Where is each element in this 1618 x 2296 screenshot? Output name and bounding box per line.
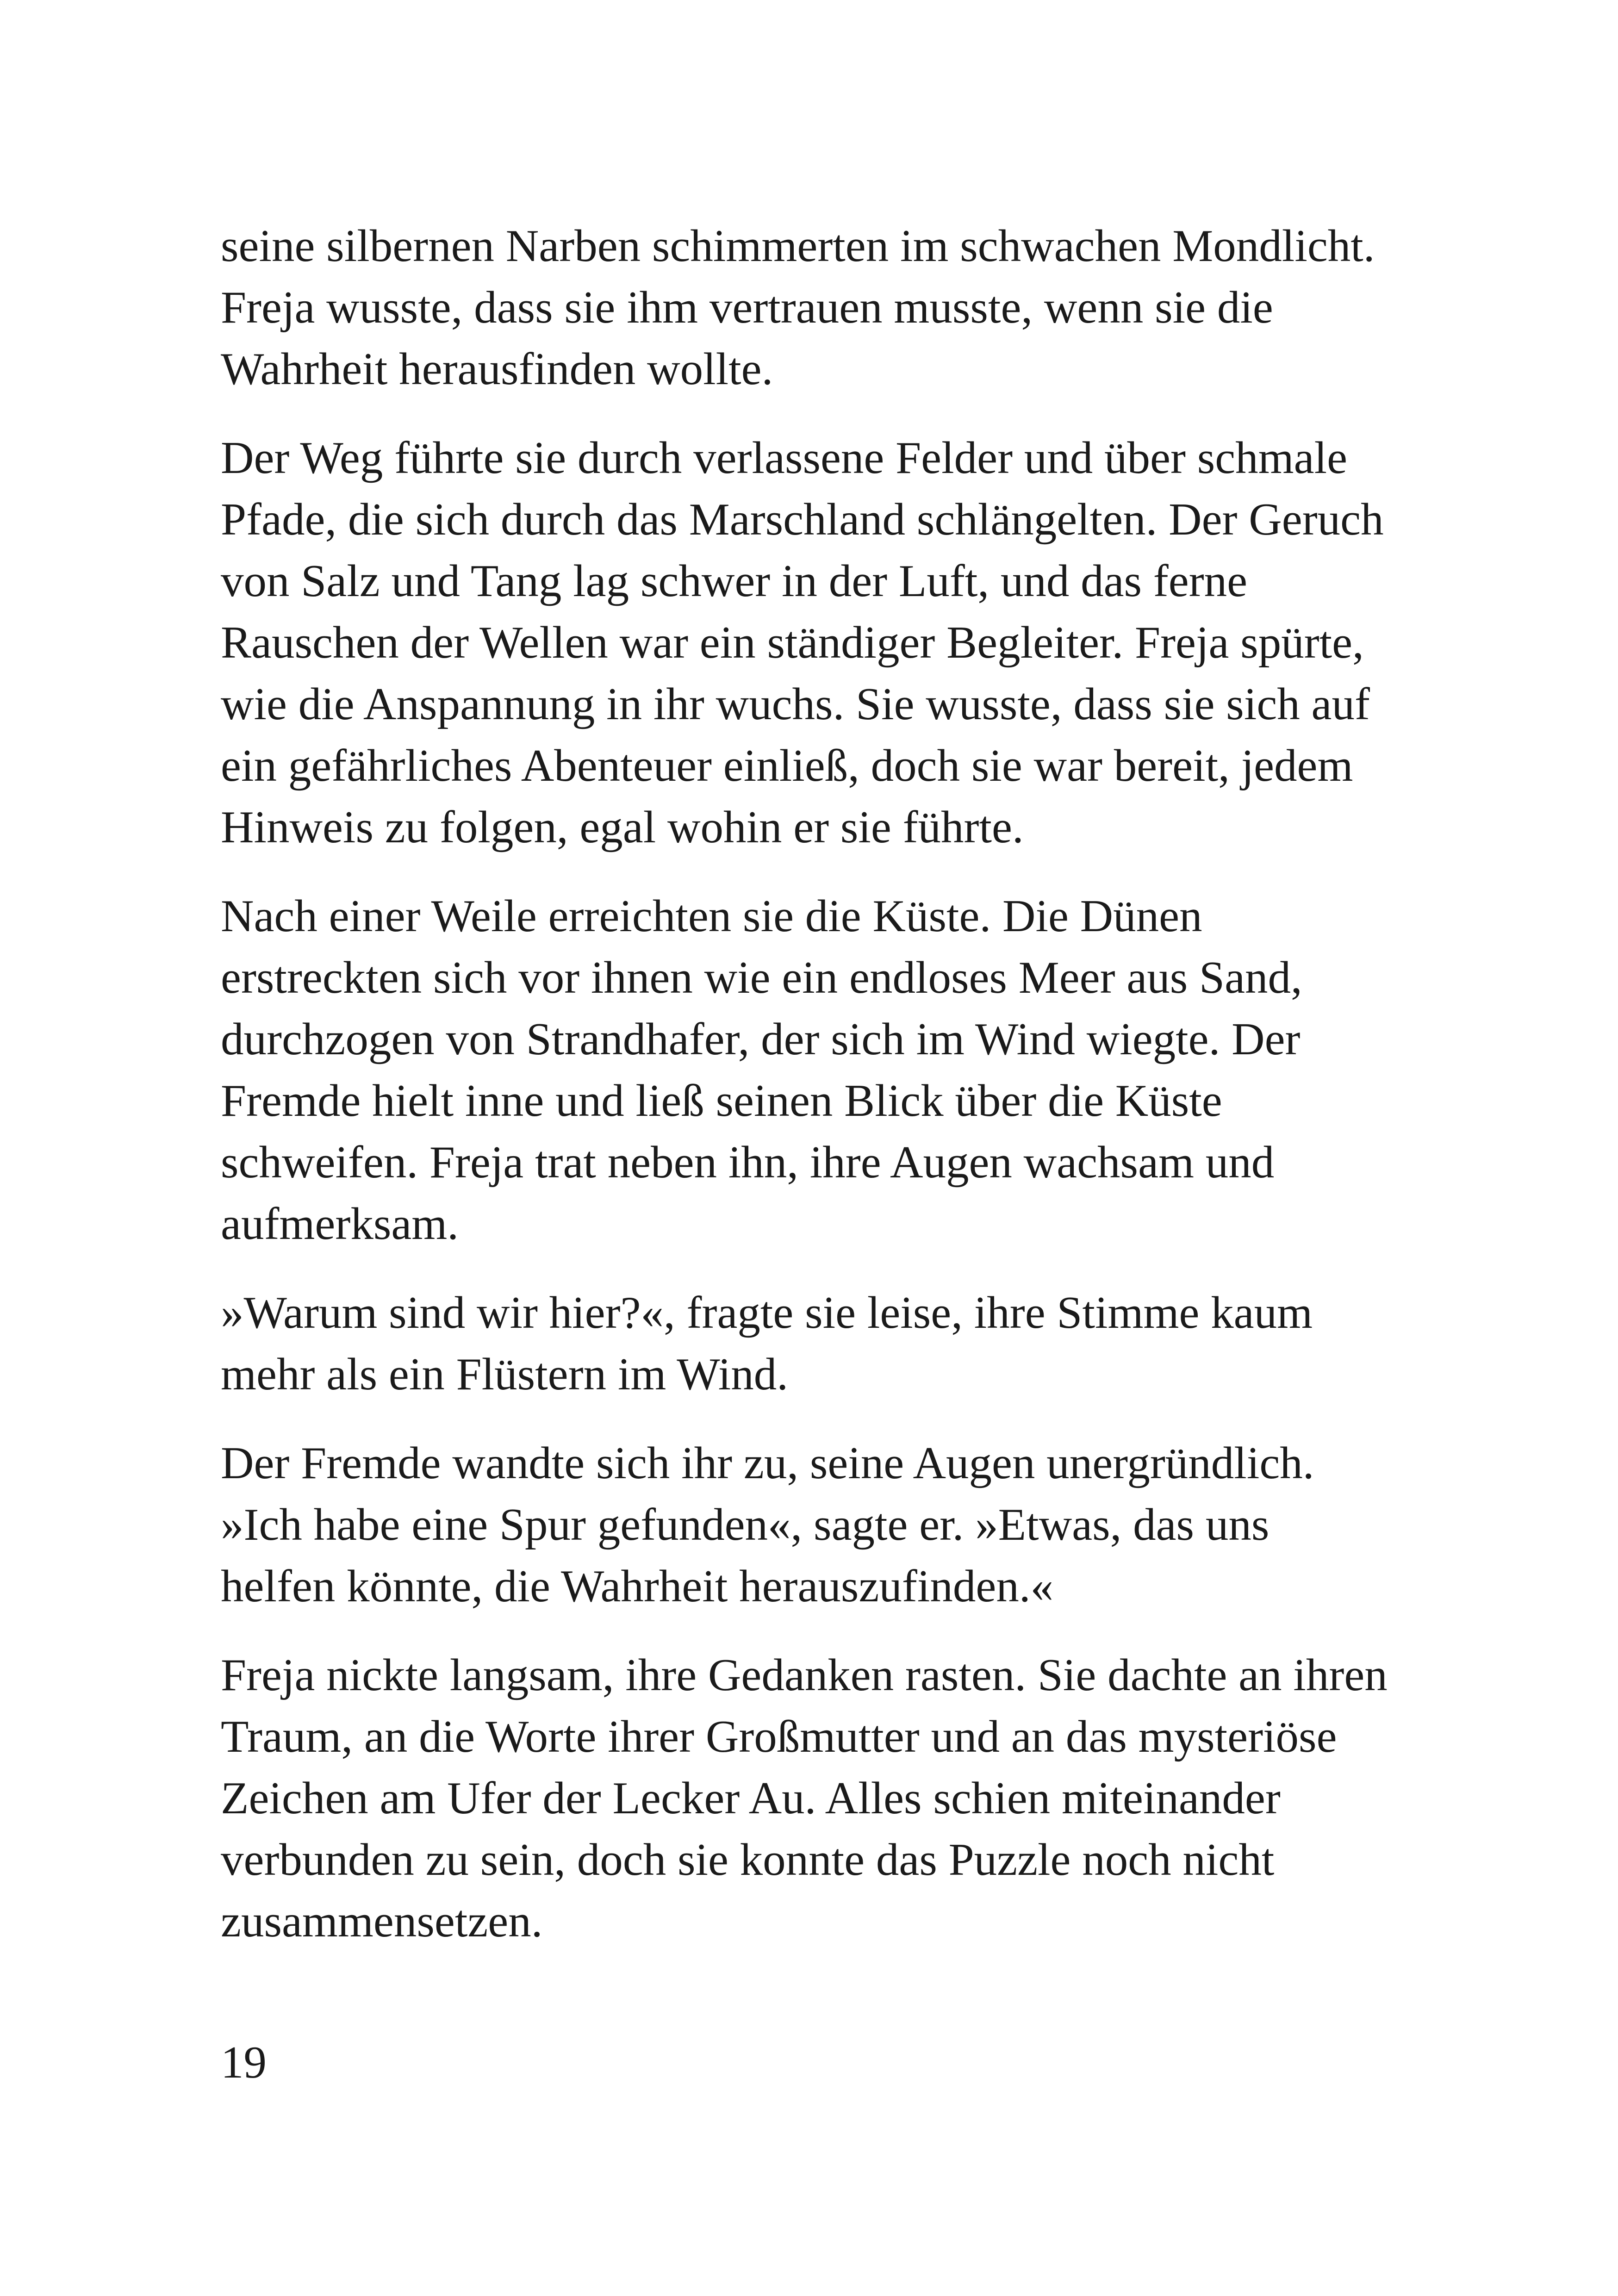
text-line: Hinweis zu folgen, egal wohin er sie führte. — [221, 802, 1024, 852]
text-line: von Salz und Tang lag schwer in der Luft, und das ferne — [221, 556, 1248, 606]
text-line: Rauschen der Wellen war ein ständiger Begleiter. Freja spürte, — [221, 617, 1364, 668]
paragraph — [221, 427, 1433, 858]
text-line: Nach einer Weile erreichten sie die Küste. Die Dünen — [221, 891, 1202, 941]
paragraph — [221, 885, 1433, 1255]
text-line: Pfade, die sich durch das Marschland schlängelten. Der Geruch — [221, 494, 1384, 545]
paragraph — [221, 215, 1433, 400]
text-line: »Warum sind wir hier?«, fragte sie leise, ihre Stimme kaum — [221, 1288, 1313, 1338]
text-line: zusammensetzen. — [221, 1896, 543, 1947]
text-line: Traum, an die Worte ihrer Großmutter und an das mysteriöse — [221, 1711, 1337, 1762]
paragraph — [221, 1432, 1433, 1617]
paragraph — [221, 1282, 1433, 1405]
text-line: helfen könnte, die Wahrheit herauszufinden.« — [221, 1561, 1054, 1612]
text-line: ein gefährliches Abenteuer einließ, doch sie war bereit, jedem — [221, 740, 1353, 791]
text-line: »Ich habe eine Spur gefunden«, sagte er. »Etwas, das uns — [221, 1500, 1270, 1550]
text-line: aufmerksam. — [221, 1199, 459, 1249]
text-line: Der Fremde wandte sich ihr zu, seine Augen unergründlich. — [221, 1438, 1314, 1488]
text-line: erstreckten sich vor ihnen wie ein endloses Meer aus Sand, — [221, 952, 1302, 1003]
text-line: Der Weg führte sie durch verlassene Felder und über schmale — [221, 433, 1348, 483]
paragraph — [221, 1644, 1433, 1952]
text-line: seine silbernen Narben schimmerten im schwachen Mondlicht. — [221, 221, 1375, 271]
body-text — [221, 215, 1433, 1979]
page-number: 19 — [221, 2037, 267, 2088]
text-line: verbunden zu sein, doch sie konnte das Puzzle noch nicht — [221, 1835, 1275, 1885]
text-line: Zeichen am Ufer der Lecker Au. Alles schien miteinander — [221, 1773, 1281, 1823]
text-line: schweifen. Freja trat neben ihn, ihre Augen wachsam und — [221, 1137, 1275, 1188]
text-line: Wahrheit herausfinden wollte. — [221, 344, 773, 394]
text-line: mehr als ein Flüstern im Wind. — [221, 1349, 789, 1400]
text-line: Freja nickte langsam, ihre Gedanken rasten. Sie dachte an ihren — [221, 1650, 1388, 1700]
text-line: wie die Anspannung in ihr wuchs. Sie wusste, dass sie sich auf — [221, 679, 1370, 729]
text-line: durchzogen von Strandhafer, der sich im Wind wiegte. Der — [221, 1014, 1301, 1064]
text-line: Fremde hielt inne und ließ seinen Blick über die Küste — [221, 1076, 1222, 1126]
text-line: Freja wusste, dass sie ihm vertrauen musste, wenn sie die — [221, 282, 1273, 333]
